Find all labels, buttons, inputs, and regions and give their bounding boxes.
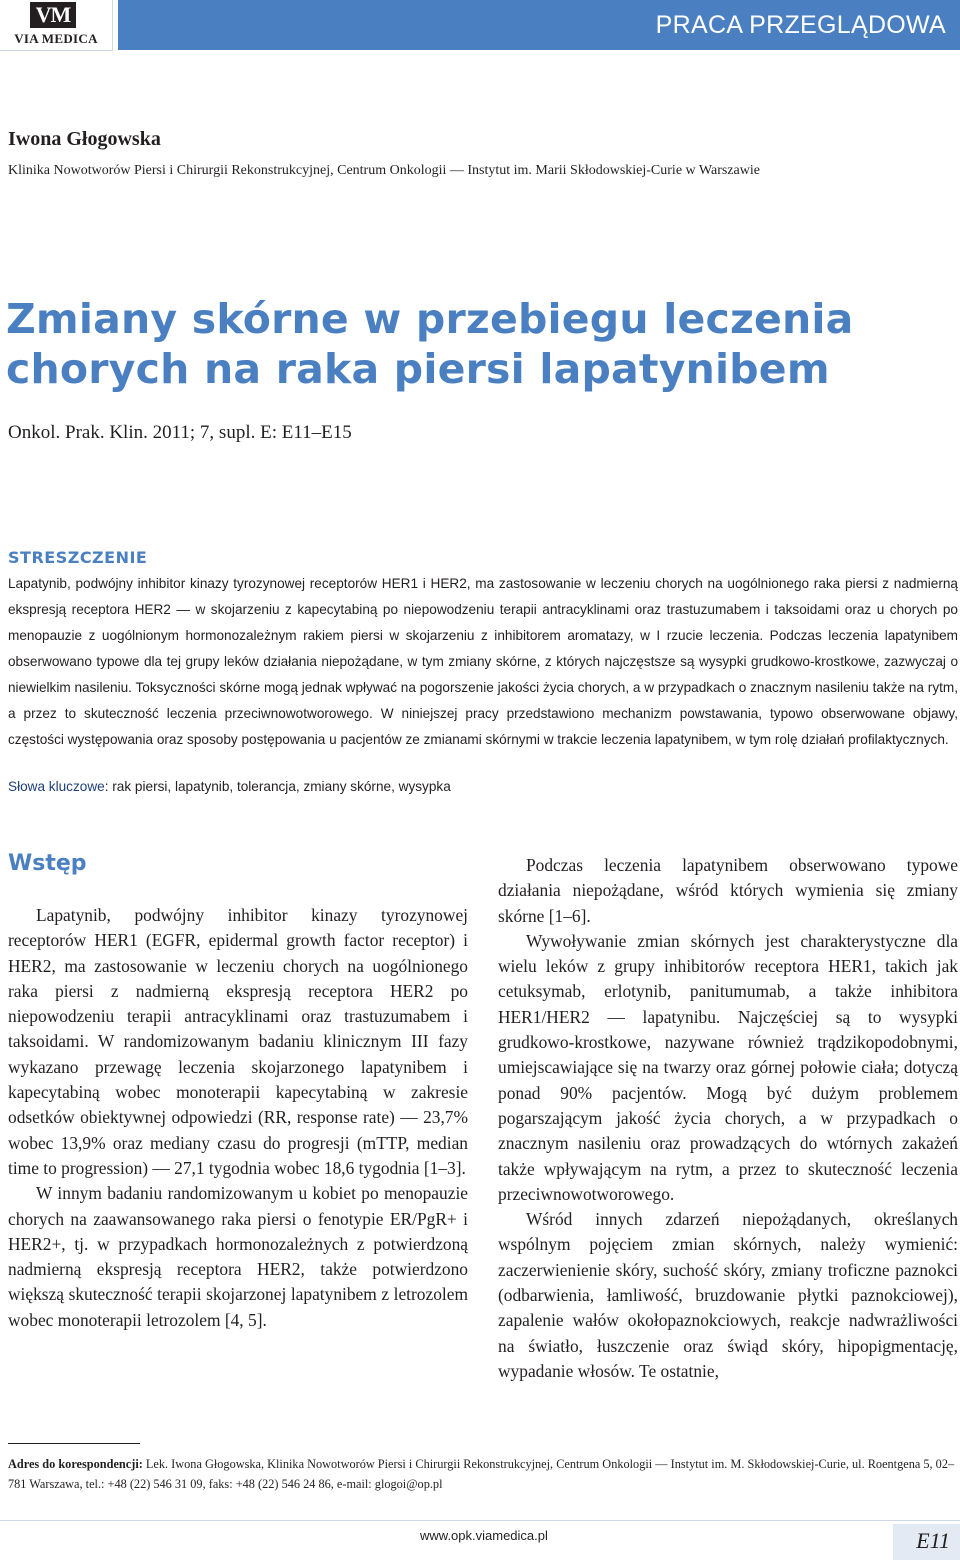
page-number-box <box>893 1524 960 1560</box>
body-column-right <box>498 853 958 1384</box>
body-column-left <box>8 903 468 1333</box>
section-banner <box>118 0 960 50</box>
correspondence-text: Lek. Iwona Głogowska, Klinika Nowotworów Piersi i Chirurgii Rekonstrukcyjnej, Centrum Onkologii — Instytut im. M. Skłodowskiej-Curie, ul. Roentgena 5, 02–781 Warszawa, tel.: +48 (22) 546 31 09, faks: +48 (22) 546 24 86, e-mail: glogoi@op.pl <box>8 1457 955 1491</box>
logo-text: VIA MEDICA <box>14 31 98 46</box>
correspondence-label: Adres do korespondencji: <box>8 1457 143 1471</box>
section-label: PRACA PRZEGLĄDOWA <box>655 11 946 39</box>
paragraph: Podczas leczenia lapatynibem obserwowano typowe działania niepożądane, wśród których wymienia się zmiany skórne [1–6]. <box>498 855 958 926</box>
correspondence-footnote <box>8 1454 958 1494</box>
via-medica-logo <box>0 0 113 51</box>
footer-divider <box>0 1520 960 1521</box>
keywords-label: Słowa kluczowe <box>8 779 105 794</box>
paragraph: Wśród innych zdarzeń niepożądanych, określanych wspólnym pojęciem zmian skórnych, należy wymienić: zaczerwienienie skóry, suchość skóry, zmiany troficzne paznokci (odbarwienia, łamliwość, bruzdowanie płytki paznokciowej), zapalenie wałów okołopaznokciowych, reakcje nadwrażliwości na światło, łuszczenie oraz świąd skóry, hipopigmentację, wypadanie włosów. Te ostatnie, <box>498 1209 958 1381</box>
abstract-heading: STRESZCZENIE <box>8 548 148 567</box>
section-heading-intro: Wstęp <box>8 851 87 876</box>
abstract-body <box>8 571 958 753</box>
paragraph: Lapatynib, podwójny inhibitor kinazy tyrozynowej receptorów HER1 (EGFR, epidermal growth factor receptor) i HER2, ma zastosowanie w leczeniu chorych na uogólnionego raka piersi z nadmierną ekspresją receptora HER2 po niepowodzeniu terapii antracyklinami oraz trastuzumabem i taksoidami. W randomizowanym badaniu klinicznym III fazy wykazano przewagę leczenia skojarzonego lapatynibem i kapecytabiną wobec monoterapii kapecytabiną w zakresie odsetków obiektywnej odpowiedzi (RR, response rate) — 23,7% wobec 13,9% oraz mediany czasu do progresji (mTTP, median time to progression) — 27,1 tygodnia wobec 18,6 tygodnia [1–3]. <box>8 905 468 1178</box>
abstract-text: Lapatynib, podwójny inhibitor kinazy tyrozynowej receptorów HER1 i HER2, ma zastosowanie w leczeniu chorych na uogólnionego raka piersi z nadmierną ekspresją receptora HER2 — w skojarzeniu z kapecytabiną po niepowodzeniu terapii antracyklinami oraz trastuzumabem i taksoidami oraz u chorych po menopauzie z uogólnionym hormonozależnym rakiem piersi w skojarzeniu z inhibitorem aromatazy, w I rzucie leczenia. Podczas leczenia lapatynibem obserwowano typowe dla tej grupy leków działania niepożądane, w tym zmiany skórne, z których najczęstsze są wysypki grudkowo-krostkowe, zazwyczaj o niewielkim nasileniu. Toksyczności skórne mogą jednak wpływać na pogorszenie jakości życia chorych, a w przypadkach o znacznym nasileniu także na rytm, a przez to skuteczność leczenia przeciwnowotworowego. W niniejszej pracy przedstawiono mechanizm powstawania, typowo obserwowane objawy, częstości występowania oraz sposoby postępowania u pacjentów ze zmianami skórnymi w trakcie leczenia lapatynibem, w tym rolę działań profilaktycznych. <box>8 576 958 747</box>
keywords-list: : rak piersi, lapatynib, tolerancja, zmiany skórne, wysypka <box>104 779 451 794</box>
article-citation: Onkol. Prak. Klin. 2011; 7, supl. E: E11–E15 <box>8 422 352 443</box>
author-affiliation: Klinika Nowotworów Piersi i Chirurgii Rekonstrukcyjnej, Centrum Onkologii — Instytut im. Marii Skłodowskiej-Curie w Warszawie <box>8 163 760 178</box>
paragraph: Wywoływanie zmian skórnych jest charakterystyczne dla wielu leków z grupy inhibitorów receptora HER1, takich jak cetuksymab, erlotynib, panitumumab, a także inhibitora HER1/HER2 — lapatynibu. Najczęściej są to wysypki grudkowo-krostkowe, nazywane również trądzikopodobnymi, umiejscawiające się na twarzy oraz górnej połowie ciała; dotyczą ponad 90% pacjentów. Mogą być dużym problemem pogarszającym jakość życia chorych, a w przypadkach o znacznym nasileniu oraz prowadzących do wtórnych zakażeń także wpływającym na rytm, a przez to skuteczność leczenia przeciwnowotworowego. <box>498 930 958 1204</box>
logo-mark: VM <box>30 2 76 28</box>
footnote-divider <box>8 1443 140 1444</box>
page-header <box>0 0 960 50</box>
paragraph: W innym badaniu randomizowanym u kobiet po menopauzie chorych na zaawansowanego raka piersi o fenotypie ER/PgR+ i HER2+, tj. w przypadkach hormonozależnych z potwierdzoną nadmierną ekspresją receptora HER2, także potwierdzono większą skuteczność terapii skojarzonej lapatynibem z letrozolem wobec monoterapii letrozolem [4, 5]. <box>8 1183 468 1330</box>
author-name: Iwona Głogowska <box>8 128 161 150</box>
article-title: Zmiany skórne w przebiegu leczenia chorych na raka piersi lapatynibem <box>6 295 854 393</box>
journal-url[interactable]: www.opk.viamedica.pl <box>420 1528 548 1543</box>
page-number: E11 <box>916 1528 950 1553</box>
keywords <box>8 774 451 800</box>
